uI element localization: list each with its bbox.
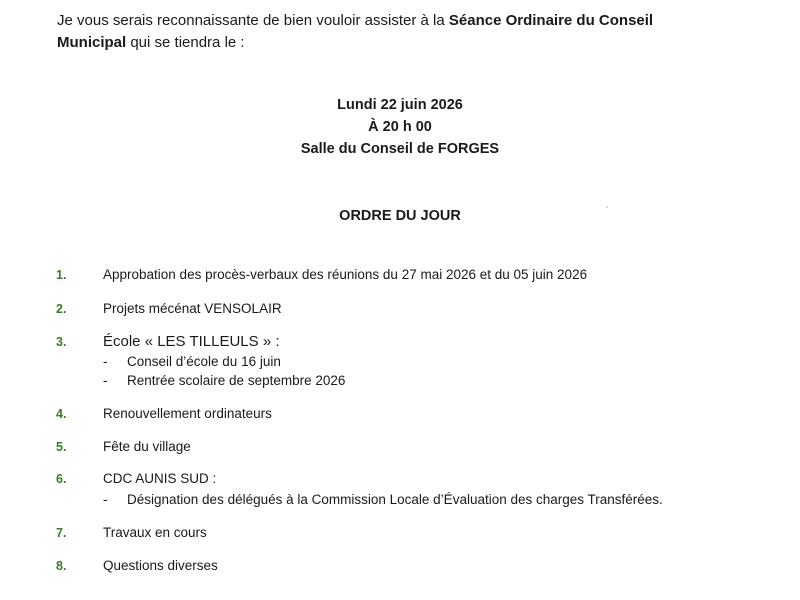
sub-dash: - [103,492,108,507]
sub-text: Désignation des délégués à la Commission Locale d’Évaluation des charges Transférées. [127,492,663,507]
intro-text-end: qui se tiendra le : [126,34,245,51]
intro-bold-municipal: Municipal [57,34,127,51]
intro-paragraph [57,10,757,54]
agenda-number: 7. [56,526,67,540]
agenda-text: Renouvellement ordinateurs [103,406,272,421]
agenda-number: 3. [56,335,67,349]
agenda-text: Travaux en cours [103,525,207,540]
sub-dash: - [103,354,108,369]
agenda-number: 2. [56,302,67,316]
sub-dash: - [103,373,108,388]
agenda-text: Projets mécénat VENSOLAIR [103,301,282,316]
sub-text: Conseil d’école du 16 juin [127,354,281,369]
scan-speck [606,206,608,208]
agenda-number: 1. [56,268,67,282]
agenda-text: CDC AUNIS SUD : [103,471,217,486]
sub-text: Rentrée scolaire de septembre 2026 [127,373,346,388]
agenda-number: 6. [56,472,67,486]
intro-bold-session: Séance Ordinaire du Conseil [448,12,654,29]
agenda-text: Questions diverses [103,558,218,573]
meeting-time: À 20 h 00 [368,119,432,135]
agenda-text: Approbation des procès-verbaux des réunions du 27 mai 2026 et du 05 juin 2026 [103,267,588,282]
agenda-text: École « LES TILLEULS » : [103,333,280,350]
agenda-text: Fête du village [103,439,191,454]
meeting-place: Salle du Conseil de FORGES [300,141,500,157]
agenda-subitem [103,353,281,371]
agenda-subitem [103,372,345,390]
agenda-number: 8. [56,559,67,573]
intro-text-start: Je vous serais reconnaissante de bien vouloir assister à la [57,12,449,29]
meeting-details [0,94,800,160]
agenda-number: 4. [56,407,67,421]
meeting-date: Lundi 22 juin 2026 [337,97,463,113]
agenda-title: ORDRE DU JOUR [339,208,461,224]
agenda-subitem [103,491,663,509]
agenda-number: 5. [56,440,67,454]
